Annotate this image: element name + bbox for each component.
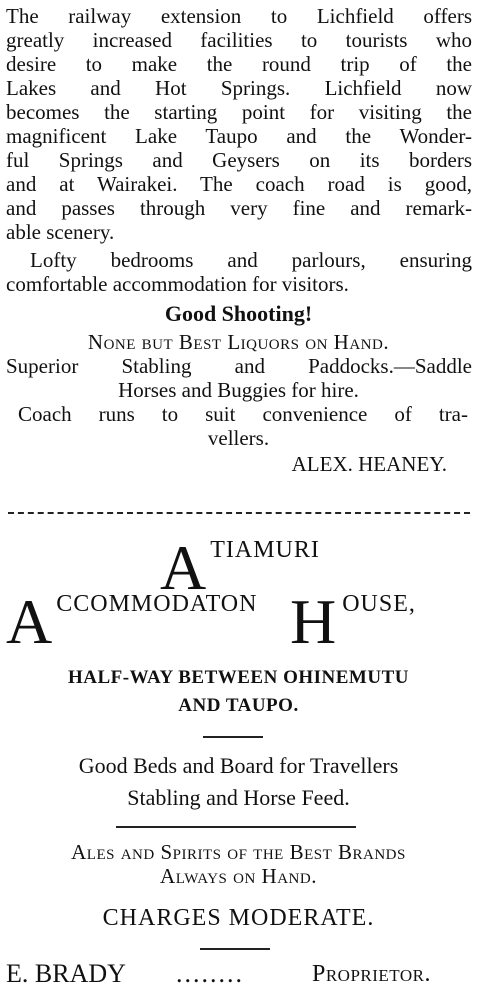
divider bbox=[200, 948, 270, 950]
text-line: comfortable accommodation for visitors. bbox=[6, 272, 349, 296]
text-line: Lakes and Hot Springs. Lichfield now bbox=[6, 76, 472, 100]
title-accommodation bbox=[6, 586, 258, 657]
text-line: and passes through very fine and remark- bbox=[6, 196, 472, 220]
proprietor-name: E. BRADY bbox=[6, 959, 126, 988]
subtitle-initial: A bbox=[6, 586, 53, 657]
proprietor-title: Proprietor. bbox=[312, 961, 431, 987]
title-house bbox=[290, 586, 416, 657]
subtitle-initial: H bbox=[290, 586, 337, 657]
subtitle-rest: OUSE, bbox=[342, 591, 416, 617]
title-rest: TIAMURI bbox=[210, 537, 320, 563]
text-line: and at Wairakei. The coach road is good, bbox=[6, 172, 472, 196]
ales-line: Ales and Spirits of the Best Brands bbox=[71, 840, 406, 864]
ales-line: Always on Hand. bbox=[160, 864, 317, 888]
text-line: Superior Stabling and Paddocks.—Saddle bbox=[6, 354, 472, 378]
text-line: greatly increased facilities to tourists who bbox=[6, 28, 472, 52]
text-line: vellers. bbox=[207, 426, 270, 450]
good-shooting-heading: Good Shooting! bbox=[164, 301, 313, 326]
location-line: HALF-WAY BETWEEN OHINEMUTU bbox=[68, 667, 409, 688]
text-line: becomes the starting point for visiting the bbox=[6, 100, 472, 124]
divider bbox=[116, 826, 356, 828]
section-separator bbox=[8, 512, 470, 514]
text-line: desire to make the round trip of the bbox=[6, 52, 472, 76]
charges-line: CHARGES MODERATE. bbox=[102, 905, 375, 931]
text-line: magnificent Lake Taupo and the Wonder- bbox=[6, 124, 472, 148]
subtitle-rest: CCOMMODATON bbox=[56, 591, 258, 617]
text-line: Horses and Buggies for hire. bbox=[118, 378, 359, 402]
location-line: AND TAUPO. bbox=[178, 695, 299, 716]
text-line: Lofty bedrooms and parlours, ensuring bbox=[30, 248, 472, 272]
text-line: Coach runs to suit convenience of tra- bbox=[18, 402, 468, 426]
liquors-line: None but Best Liquors on Hand. bbox=[87, 330, 390, 354]
text-line: ful Springs and Geysers on its borders bbox=[6, 148, 472, 172]
signature: ALEX. HEANEY. bbox=[291, 452, 447, 476]
proprietor-dots: ........ bbox=[176, 959, 244, 988]
text-line: able scenery. bbox=[6, 220, 115, 244]
text-line: The railway extension to Lichfield offers bbox=[6, 4, 472, 28]
divider bbox=[203, 736, 263, 738]
beds-line: Good Beds and Board for Travellers bbox=[78, 753, 399, 778]
title-initial: A bbox=[160, 532, 207, 603]
beds-line: Stabling and Horse Feed. bbox=[127, 785, 350, 810]
